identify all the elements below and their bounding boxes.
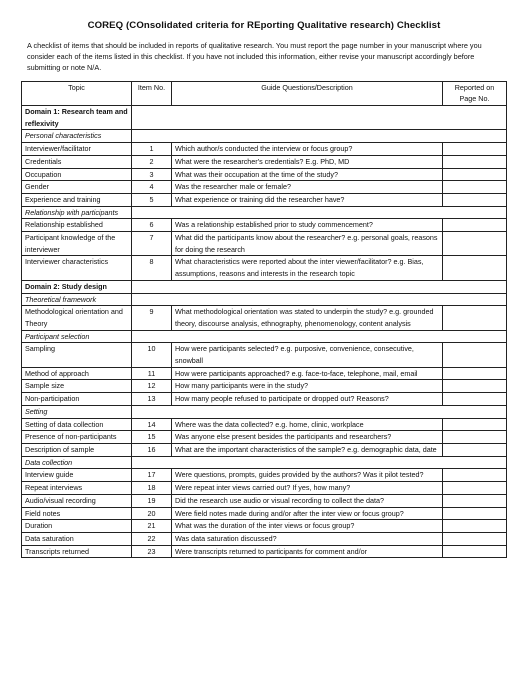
item-no-cell: 2: [132, 155, 172, 168]
table-header-row: [22, 81, 507, 105]
item-no-cell: 1: [132, 143, 172, 156]
page-no-cell[interactable]: [443, 155, 507, 168]
table-row: [22, 219, 507, 232]
item-no-cell: 18: [132, 482, 172, 495]
row-spacer: [132, 206, 507, 219]
page-no-cell[interactable]: [443, 143, 507, 156]
page-no-cell[interactable]: [443, 367, 507, 380]
table-row: [22, 532, 507, 545]
guide-cell: What was the duration of the inter views or focus group?: [172, 520, 443, 533]
table-row: [22, 181, 507, 194]
topic-cell: Interview guide: [22, 469, 132, 482]
subsection-row: [22, 293, 507, 306]
item-no-cell: 12: [132, 380, 172, 393]
table-row: [22, 193, 507, 206]
item-no-cell: 23: [132, 545, 172, 558]
subsection-row: [22, 456, 507, 469]
guide-cell: How many participants were in the study?: [172, 380, 443, 393]
page-no-cell[interactable]: [443, 520, 507, 533]
item-no-cell: 3: [132, 168, 172, 181]
subsection-row: [22, 405, 507, 418]
topic-cell: Data saturation: [22, 532, 132, 545]
topic-cell: Credentials: [22, 155, 132, 168]
topic-cell: Description of sample: [22, 444, 132, 457]
item-no-cell: 10: [132, 343, 172, 367]
checklist-table: [21, 81, 507, 559]
topic-cell: Gender: [22, 181, 132, 194]
document-title: COREQ (COnsolidated criteria for REporting Qualitative research) Checklist: [87, 20, 441, 31]
row-spacer: [132, 405, 507, 418]
topic-cell: Setting of data collection: [22, 418, 132, 431]
guide-cell: Was a relationship established prior to study commencement?: [172, 219, 443, 232]
table-row: [22, 545, 507, 558]
subsection-heading: Data collection: [22, 456, 132, 469]
guide-cell: How were participants selected? e.g. purposive, convenience, consecutive, snowball: [172, 343, 443, 367]
item-no-cell: 19: [132, 494, 172, 507]
domain-heading: Domain 1: Research team and reflexivity: [22, 106, 132, 130]
table-row: [22, 367, 507, 380]
page-no-cell[interactable]: [443, 494, 507, 507]
header-item-no: Item No.: [132, 81, 172, 105]
page-no-cell[interactable]: [443, 444, 507, 457]
guide-cell: What are the important characteristics of the sample? e.g. demographic data, date: [172, 444, 443, 457]
topic-cell: Sampling: [22, 343, 132, 367]
topic-cell: Methodological orientation and Theory: [22, 306, 132, 330]
checklist-body: [22, 106, 507, 558]
page-no-cell[interactable]: [443, 232, 507, 256]
table-row: [22, 393, 507, 406]
guide-cell: What characteristics were reported about the inter viewer/facilitator? e.g. Bias, assumptions, reasons and interests in the research topic: [172, 256, 443, 280]
guide-cell: Were questions, prompts, guides provided by the authors? Was it pilot tested?: [172, 469, 443, 482]
table-row: [22, 306, 507, 330]
intro-paragraph: A checklist of items that should be included in reports of qualitative research. You must report the page number in your manuscript where you consider each of the items listed in this checklist. If you have not included this information, either revise your manuscript accordingly before submitting or note N/A.: [27, 41, 482, 73]
subsection-heading: Relationship with participants: [22, 206, 132, 219]
table-row: [22, 494, 507, 507]
row-spacer: [132, 106, 507, 130]
topic-cell: Method of approach: [22, 367, 132, 380]
domain-heading: Domain 2: Study design: [22, 280, 132, 293]
subsection-heading: Theoretical framework: [22, 293, 132, 306]
item-no-cell: 21: [132, 520, 172, 533]
page-no-cell[interactable]: [443, 343, 507, 367]
table-row: [22, 507, 507, 520]
guide-cell: Were repeat inter views carried out? If yes, how many?: [172, 482, 443, 495]
table-row: [22, 168, 507, 181]
row-spacer: [132, 330, 507, 343]
page-no-cell[interactable]: [443, 168, 507, 181]
guide-cell: Were transcripts returned to participants for comment and/or: [172, 545, 443, 558]
subsection-heading: Participant selection: [22, 330, 132, 343]
topic-cell: Repeat interviews: [22, 482, 132, 495]
item-no-cell: 16: [132, 444, 172, 457]
page-no-cell[interactable]: [443, 482, 507, 495]
item-no-cell: 9: [132, 306, 172, 330]
item-no-cell: 17: [132, 469, 172, 482]
page-no-cell[interactable]: [443, 380, 507, 393]
item-no-cell: 8: [132, 256, 172, 280]
item-no-cell: 6: [132, 219, 172, 232]
table-row: [22, 418, 507, 431]
guide-cell: What methodological orientation was stated to underpin the study? e.g. grounded theory, discourse analysis, ethnography, phenomenology, content analysis: [172, 306, 443, 330]
guide-cell: Which author/s conducted the interview or focus group?: [172, 143, 443, 156]
row-spacer: [132, 280, 507, 293]
topic-cell: Occupation: [22, 168, 132, 181]
table-row: [22, 155, 507, 168]
topic-cell: Audio/visual recording: [22, 494, 132, 507]
item-no-cell: 14: [132, 418, 172, 431]
topic-cell: Relationship established: [22, 219, 132, 232]
topic-cell: Field notes: [22, 507, 132, 520]
subsection-row: [22, 330, 507, 343]
guide-cell: How were participants approached? e.g. face-to-face, telephone, mail, email: [172, 367, 443, 380]
table-row: [22, 256, 507, 280]
subsection-row: [22, 130, 507, 143]
page-no-cell[interactable]: [443, 431, 507, 444]
table-row: [22, 469, 507, 482]
page-no-cell[interactable]: [443, 418, 507, 431]
guide-cell: Was anyone else present besides the participants and researchers?: [172, 431, 443, 444]
guide-cell: How many people refused to participate or dropped out? Reasons?: [172, 393, 443, 406]
topic-cell: Presence of non-participants: [22, 431, 132, 444]
table-row: [22, 343, 507, 367]
topic-cell: Duration: [22, 520, 132, 533]
subsection-heading: Setting: [22, 405, 132, 418]
table-row: [22, 482, 507, 495]
topic-cell: Participant knowledge of the interviewer: [22, 232, 132, 256]
topic-cell: Interviewer/facilitator: [22, 143, 132, 156]
table-row: [22, 431, 507, 444]
item-no-cell: 22: [132, 532, 172, 545]
table-row: [22, 143, 507, 156]
topic-cell: Non-participation: [22, 393, 132, 406]
table-row: [22, 520, 507, 533]
guide-cell: Were field notes made during and/or after the inter view or focus group?: [172, 507, 443, 520]
item-no-cell: 5: [132, 193, 172, 206]
table-row: [22, 232, 507, 256]
guide-cell: Was data saturation discussed?: [172, 532, 443, 545]
domain-row: [22, 280, 507, 293]
header-guide: Guide Questions/Description: [172, 81, 443, 105]
page-no-cell[interactable]: [443, 193, 507, 206]
topic-cell: Interviewer characteristics: [22, 256, 132, 280]
page-no-cell[interactable]: [443, 507, 507, 520]
row-spacer: [132, 456, 507, 469]
guide-cell: Did the research use audio or visual recording to collect the data?: [172, 494, 443, 507]
page-no-cell[interactable]: [443, 306, 507, 330]
item-no-cell: 7: [132, 232, 172, 256]
item-no-cell: 11: [132, 367, 172, 380]
guide-cell: Was the researcher male or female?: [172, 181, 443, 194]
item-no-cell: 4: [132, 181, 172, 194]
page-no-cell[interactable]: [443, 393, 507, 406]
header-page-no: Reported on Page No.: [443, 81, 507, 105]
guide-cell: What were the researcher's credentials? E.g. PhD, MD: [172, 155, 443, 168]
topic-cell: Transcripts returned: [22, 545, 132, 558]
subsection-heading: Personal characteristics: [22, 130, 132, 143]
guide-cell: What was their occupation at the time of the study?: [172, 168, 443, 181]
header-topic: Topic: [22, 81, 132, 105]
topic-cell: Experience and training: [22, 193, 132, 206]
page-no-cell[interactable]: [443, 469, 507, 482]
row-spacer: [132, 293, 507, 306]
page-no-cell[interactable]: [443, 219, 507, 232]
guide-cell: What did the participants know about the researcher? e.g. personal goals, reasons for doing the research: [172, 232, 443, 256]
row-spacer: [132, 130, 507, 143]
topic-cell: Sample size: [22, 380, 132, 393]
table-row: [22, 444, 507, 457]
guide-cell: What experience or training did the researcher have?: [172, 193, 443, 206]
page-no-cell[interactable]: [443, 256, 507, 280]
subsection-row: [22, 206, 507, 219]
domain-row: [22, 106, 507, 130]
item-no-cell: 15: [132, 431, 172, 444]
item-no-cell: 13: [132, 393, 172, 406]
page-no-cell[interactable]: [443, 532, 507, 545]
page-no-cell[interactable]: [443, 545, 507, 558]
guide-cell: Where was the data collected? e.g. home, clinic, workplace: [172, 418, 443, 431]
item-no-cell: 20: [132, 507, 172, 520]
page-no-cell[interactable]: [443, 181, 507, 194]
table-row: [22, 380, 507, 393]
